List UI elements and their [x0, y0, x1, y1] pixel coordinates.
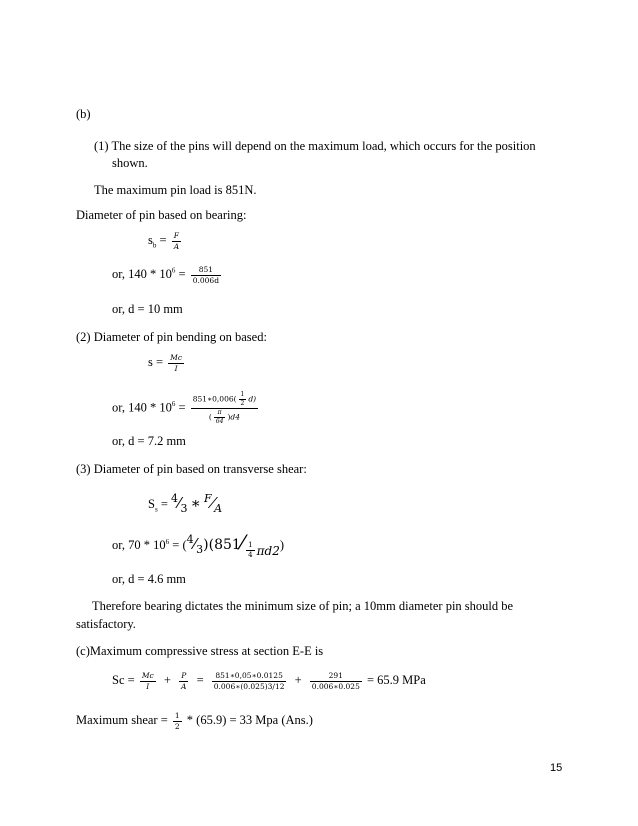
- eq8-exp: 6: [165, 537, 170, 546]
- eq1-lhs: s: [148, 232, 153, 247]
- eq10-lhs: Sc =: [112, 672, 135, 687]
- eq11-fn: 1: [174, 711, 180, 720]
- eq1-eq: =: [159, 232, 167, 247]
- eq8-inner-frac: [246, 542, 254, 559]
- eq11-prefix: Maximum shear =: [76, 712, 168, 727]
- eq7-f1d: 3: [180, 502, 188, 515]
- eq8-inner-d: 4: [248, 551, 253, 559]
- eq4-den: I: [174, 363, 178, 373]
- section-b-label: (b): [76, 107, 91, 121]
- eq6-result: or, d = 7.2 mm: [112, 434, 186, 448]
- eq2-eq: =: [178, 266, 186, 281]
- eq2-num: 851: [191, 266, 221, 276]
- equation-shear-stress: [148, 492, 222, 515]
- eq10-frac1: [140, 672, 156, 690]
- max-pin-load: The maximum pin load is 851N.: [94, 183, 257, 197]
- section-c-heading: (c)Maximum compressive stress at section E-E is: [76, 644, 324, 658]
- eq1-num: F: [172, 232, 181, 242]
- eq5-half-n: 1: [240, 391, 245, 398]
- eq10-f2n: P: [179, 672, 188, 682]
- bending-heading: (2) Diameter of pin bending on based:: [76, 330, 267, 344]
- eq10-f2d: A: [181, 681, 187, 691]
- eq5-den-b: d4: [230, 412, 240, 422]
- eq5-exp: 6: [171, 400, 176, 409]
- equation-bending-solve: [112, 392, 260, 425]
- eq10-f4n: 291: [310, 672, 362, 682]
- eq10-f1d: I: [146, 681, 150, 691]
- eq10-frac2: [179, 672, 188, 690]
- eq5-den: [191, 409, 258, 425]
- eq4-fraction: [168, 354, 184, 372]
- eq1-den: A: [173, 241, 180, 251]
- eq8-f1n: 4: [186, 533, 194, 546]
- item1-line1: (1) The size of the pins will depend on the maximum load, which occurs for the position: [94, 139, 536, 153]
- eq8-slash: ⁄: [240, 530, 245, 554]
- eq2-prefix: or, 140 * 10: [112, 266, 172, 281]
- eq4-lhs: s =: [148, 354, 164, 369]
- eq5-num: [191, 392, 258, 409]
- eq8-f1d: 3: [196, 543, 204, 556]
- eq7-sub: s: [154, 505, 158, 514]
- equation-max-shear: [76, 712, 313, 730]
- eq2-den: 0.006d: [192, 275, 220, 285]
- page-number: 15: [550, 762, 563, 774]
- eq10-frac4: [310, 672, 362, 690]
- equation-bearing-stress: [148, 232, 183, 250]
- eq7-f2n: F: [203, 492, 212, 505]
- eq5-num-b: d): [248, 394, 257, 404]
- eq5-num-half: [239, 392, 247, 407]
- eq7-op: ∗: [190, 494, 201, 512]
- eq1-fraction: [172, 232, 181, 250]
- shear-heading: (3) Diameter of pin based on transverse shear:: [76, 462, 307, 476]
- equation-shear-solve: [112, 530, 284, 559]
- conclusion-line2: satisfactory.: [76, 617, 136, 631]
- eq2-fraction: [191, 266, 221, 284]
- eq11-suffix: * (65.9) = 33 Mpa (Ans.): [186, 712, 313, 727]
- eq10-f3d: 0.006∗(0.025)3/12: [213, 681, 285, 691]
- conclusion-line1: Therefore bearing dictates the minimum size of pin; a 10mm diameter pin should be: [92, 599, 514, 613]
- eq8-inner-n: 1: [248, 541, 253, 549]
- eq8-prefix: or, 70 * 10: [112, 538, 166, 552]
- equation-compressive-stress: [112, 672, 426, 690]
- eq7-lhs: S: [148, 497, 155, 511]
- eq10-f1n: Mc: [141, 671, 154, 680]
- eq9-result: or, d = 4.6 mm: [112, 572, 186, 586]
- eq8-tail: πd2: [256, 544, 280, 558]
- eq5-eq: =: [178, 400, 186, 415]
- eq5-den-pi: [214, 410, 226, 425]
- eq5-den-open: (: [208, 412, 212, 422]
- eq7-frac2: $^F⁄_A$: [203, 492, 223, 515]
- eq7-frac1: $^4⁄_3$: [171, 492, 188, 515]
- eq10-frac3: [212, 672, 287, 690]
- eq7-f2d: A: [214, 502, 223, 515]
- eq2-exp: 6: [171, 266, 176, 275]
- eq5-num-a: 851∗0,006(: [192, 394, 237, 404]
- eq5-den-close: ): [227, 412, 231, 422]
- eq11-fd: 2: [174, 721, 180, 731]
- eq5-pi-d: 64: [215, 418, 224, 425]
- eq10-eq: =: [196, 672, 204, 687]
- eq5-fraction: [191, 392, 258, 425]
- eq8-eq: = (: [172, 538, 187, 552]
- equation-bearing-solve: [112, 266, 223, 284]
- eq5-prefix: or, 140 * 10: [112, 400, 172, 415]
- eq5-pi-n: π: [214, 410, 226, 418]
- eq1-sub: b: [152, 241, 157, 250]
- eq10-f3n: 851∗0,05∗0.0125: [212, 672, 287, 682]
- eq10-f4d: 0.006∗0.025: [311, 681, 360, 691]
- eq5-half-d: 2: [240, 400, 245, 407]
- eq8-mid: )(851: [203, 537, 241, 553]
- eq10-plus2: +: [294, 672, 302, 687]
- eq7-f1n: 4: [171, 492, 178, 505]
- eq11-frac: [173, 712, 182, 730]
- equation-bending-stress: [148, 354, 186, 372]
- eq3-result: or, d = 10 mm: [112, 302, 183, 316]
- item1-line2: shown.: [112, 156, 148, 170]
- bearing-heading: Diameter of pin based on bearing:: [76, 208, 247, 222]
- eq10-plus1: +: [163, 672, 171, 687]
- eq8-close: ): [279, 538, 284, 552]
- eq7-eq: =: [160, 497, 168, 511]
- eq8-frac1: $^4⁄_3$: [186, 533, 204, 556]
- eq10-result: = 65.9 MPa: [366, 672, 426, 687]
- eq4-num: Mc: [170, 353, 183, 362]
